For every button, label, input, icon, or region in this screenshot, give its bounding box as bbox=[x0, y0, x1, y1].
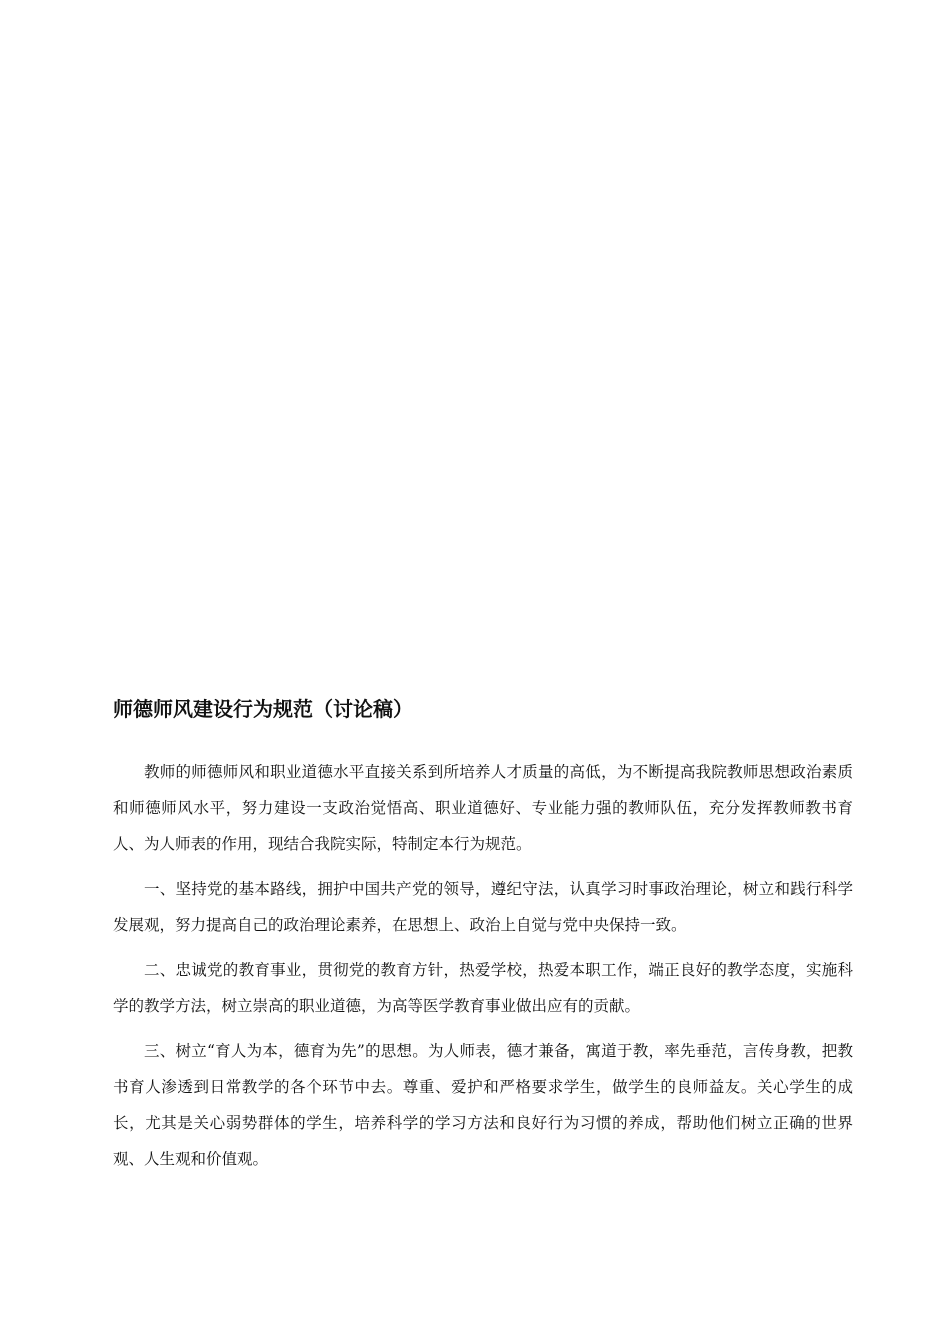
paragraph-item-1: 一、坚持党的基本路线，拥护中国共产党的领导，遵纪守法，认真学习时事政治理论，树立和践行科学发展观，努力提高自己的政治理论素养，在思想上、政治上自觉与党中央保持一致。 bbox=[113, 880, 853, 934]
paragraph-item-3: 三、树立“育人为本，德育为先”的思想。为人师表，德才兼备，寓道于教，率先垂范，言传身教，把教书育人渗透到日常教学的各个环节中去。尊重、爱护和严格要求学生，做学生的良师益友。关心学生的成长，尤其是关心弱势群体的学生，培养科学的学习方法和良好行为习惯的养成，帮助他们树立正确的世界观、人生观和价值观。 bbox=[113, 1042, 853, 1168]
paragraph-intro: 教师的师德师风和职业道德水平直接关系到所培养人才质量的高低，为不断提高我院教师思想政治素质和师德师风水平，努力建设一支政治觉悟高、职业道德好、专业能力强的教师队伍，充分发挥教师教书育人、为人师表的作用，现结合我院实际，特制定本行为规范。 bbox=[113, 763, 853, 853]
paragraph-item-2: 二、忠诚党的教育事业，贯彻党的教育方针，热爱学校，热爱本职工作，端正良好的教学态度，实施科学的教学方法，树立崇高的职业道德，为高等医学教育事业做出应有的贡献。 bbox=[113, 961, 853, 1015]
document-body bbox=[113, 754, 853, 1186]
document-title: 师德师风建设行为规范（讨论稿） bbox=[113, 697, 413, 721]
